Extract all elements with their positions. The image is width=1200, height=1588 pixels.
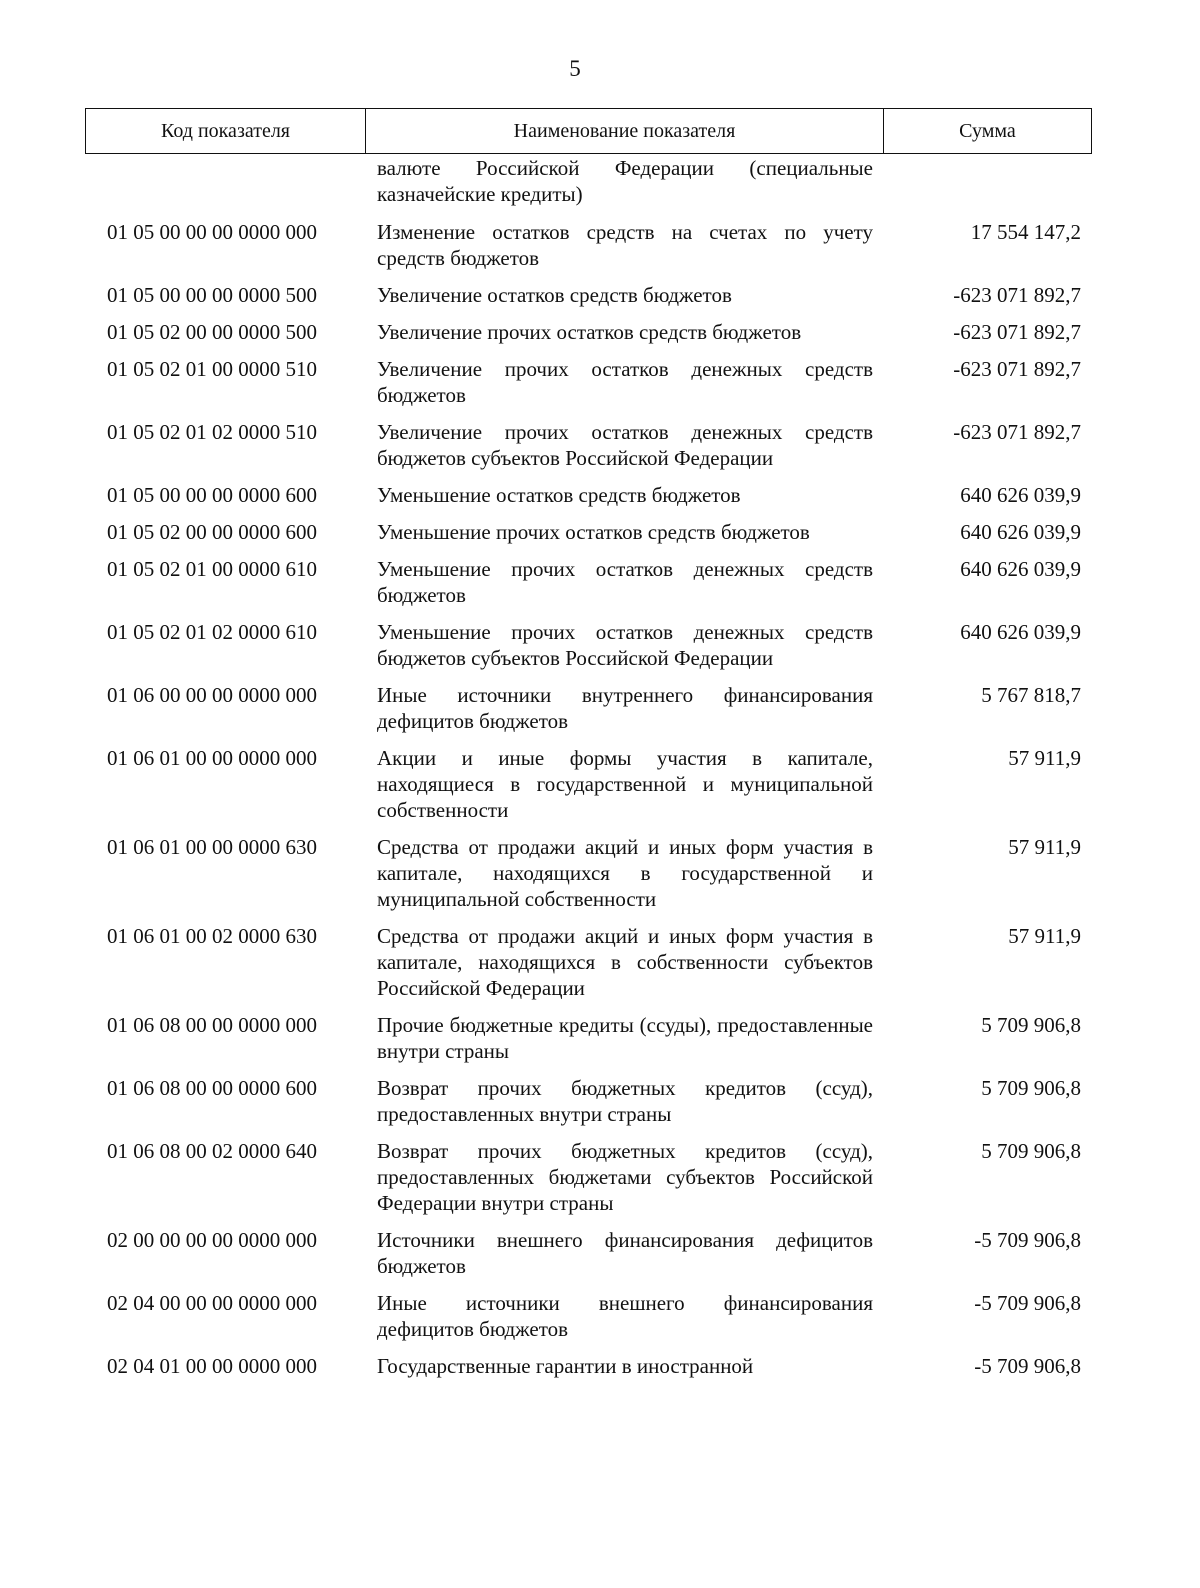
table-row xyxy=(85,519,1092,545)
table-row xyxy=(85,1012,1092,1064)
column-header-code: Код показателя xyxy=(86,109,366,153)
table-row xyxy=(85,1290,1092,1342)
row-code: 01 06 08 00 02 0000 640 xyxy=(107,1139,317,1163)
row-code: 02 04 00 00 00 0000 000 xyxy=(107,1291,317,1315)
row-sum: -623 071 892,7 xyxy=(953,357,1081,381)
row-code: 01 05 02 01 00 0000 610 xyxy=(107,557,317,581)
row-sum: 17 554 147,2 xyxy=(970,220,1081,244)
row-sum: -5 709 906,8 xyxy=(974,1354,1081,1378)
row-name: Увеличение остатков средств бюджетов xyxy=(377,283,732,307)
page-number: 5 xyxy=(569,56,581,81)
row-name: Иные источники внутреннего финансирования дефицитов бюджетов xyxy=(377,683,873,733)
row-code: 01 05 00 00 00 0000 000 xyxy=(107,220,317,244)
row-sum: -623 071 892,7 xyxy=(953,420,1081,444)
row-sum: -623 071 892,7 xyxy=(953,320,1081,344)
row-sum xyxy=(883,155,1092,207)
row-code: 01 06 01 00 02 0000 630 xyxy=(107,924,317,948)
row-sum: -623 071 892,7 xyxy=(953,283,1081,307)
row-name: Уменьшение прочих остатков денежных средств бюджетов субъектов Российской Федерации xyxy=(377,620,873,670)
row-name: Изменение остатков средств на счетах по учету средств бюджетов xyxy=(377,220,873,270)
row-name: валюте Российской Федерации (специальные казначейские кредиты) xyxy=(377,156,873,206)
row-sum: 640 626 039,9 xyxy=(960,483,1081,507)
row-name: Средства от продажи акций и иных форм участия в капитале, находящихся в собственности субъектов Российской Федерации xyxy=(377,924,873,1000)
row-sum: 5 709 906,8 xyxy=(981,1076,1081,1100)
row-sum: -5 709 906,8 xyxy=(974,1228,1081,1252)
row-code xyxy=(85,155,365,207)
row-name: Средства от продажи акций и иных форм участия в капитале, находящихся в государственной и муниципальной собственности xyxy=(377,835,873,911)
row-name: Возврат прочих бюджетных кредитов (ссуд), предоставленных бюджетами субъектов Российской Федерации внутри страны xyxy=(377,1139,873,1215)
table-row xyxy=(85,319,1092,345)
row-name: Уменьшение остатков средств бюджетов xyxy=(377,483,741,507)
row-name: Акции и иные формы участия в капитале, находящиеся в государственной и муниципальной собственности xyxy=(377,746,873,822)
table-row xyxy=(85,1227,1092,1279)
row-name: Уменьшение прочих остатков денежных средств бюджетов xyxy=(377,557,873,607)
row-name: Увеличение прочих остатков денежных средств бюджетов xyxy=(377,357,873,407)
table-row xyxy=(85,356,1092,408)
row-sum: 5 709 906,8 xyxy=(981,1139,1081,1163)
row-code: 01 06 00 00 00 0000 000 xyxy=(107,683,317,707)
table-body xyxy=(85,155,1092,1390)
table-row xyxy=(85,1075,1092,1127)
table-row xyxy=(85,482,1092,508)
row-name: Увеличение прочих остатков денежных средств бюджетов субъектов Российской Федерации xyxy=(377,420,873,470)
table-row xyxy=(85,834,1092,912)
table-row xyxy=(85,619,1092,671)
row-code: 02 00 00 00 00 0000 000 xyxy=(107,1228,317,1252)
table-row xyxy=(85,556,1092,608)
row-sum: 57 911,9 xyxy=(1008,746,1081,770)
row-sum: -5 709 906,8 xyxy=(974,1291,1081,1315)
table-row xyxy=(85,155,1092,207)
row-code: 01 06 08 00 00 0000 000 xyxy=(107,1013,317,1037)
row-code: 01 05 02 01 00 0000 510 xyxy=(107,357,317,381)
row-sum: 5 767 818,7 xyxy=(981,683,1081,707)
table-row xyxy=(85,923,1092,1001)
table-row xyxy=(85,1353,1092,1379)
table-header xyxy=(85,108,1092,154)
row-name: Иные источники внешнего финансирования дефицитов бюджетов xyxy=(377,1291,873,1341)
row-sum: 640 626 039,9 xyxy=(960,620,1081,644)
row-code: 01 05 00 00 00 0000 600 xyxy=(107,483,317,507)
row-name: Прочие бюджетные кредиты (ссуды), предоставленные внутри страны xyxy=(377,1013,873,1063)
row-code: 01 05 02 00 00 0000 500 xyxy=(107,320,317,344)
column-header-sum: Сумма xyxy=(959,119,1016,142)
row-code: 01 05 00 00 00 0000 500 xyxy=(107,283,317,307)
row-code: 01 06 01 00 00 0000 000 xyxy=(107,746,317,770)
table-row xyxy=(85,219,1092,271)
row-name: Увеличение прочих остатков средств бюджетов xyxy=(377,320,802,344)
table-row xyxy=(85,419,1092,471)
row-name: Возврат прочих бюджетных кредитов (ссуд), предоставленных внутри страны xyxy=(377,1076,873,1126)
table-row xyxy=(85,745,1092,823)
table-row xyxy=(85,682,1092,734)
row-code: 02 04 01 00 00 0000 000 xyxy=(107,1354,317,1378)
row-code: 01 05 02 00 00 0000 600 xyxy=(107,520,317,544)
row-name: Источники внешнего финансирования дефицитов бюджетов xyxy=(377,1228,873,1278)
row-code: 01 05 02 01 02 0000 610 xyxy=(107,620,317,644)
row-code: 01 05 02 01 02 0000 510 xyxy=(107,420,317,444)
row-sum: 5 709 906,8 xyxy=(981,1013,1081,1037)
column-header-name: Наименование показателя xyxy=(366,109,884,153)
row-sum: 57 911,9 xyxy=(1008,924,1081,948)
row-sum: 57 911,9 xyxy=(1008,835,1081,859)
table-row xyxy=(85,282,1092,308)
row-code: 01 06 08 00 00 0000 600 xyxy=(107,1076,317,1100)
row-sum: 640 626 039,9 xyxy=(960,520,1081,544)
table-row xyxy=(85,1138,1092,1216)
row-sum: 640 626 039,9 xyxy=(960,557,1081,581)
row-code: 01 06 01 00 00 0000 630 xyxy=(107,835,317,859)
row-name: Государственные гарантии в иностранной xyxy=(377,1354,754,1378)
row-name: Уменьшение прочих остатков средств бюджетов xyxy=(377,520,810,544)
